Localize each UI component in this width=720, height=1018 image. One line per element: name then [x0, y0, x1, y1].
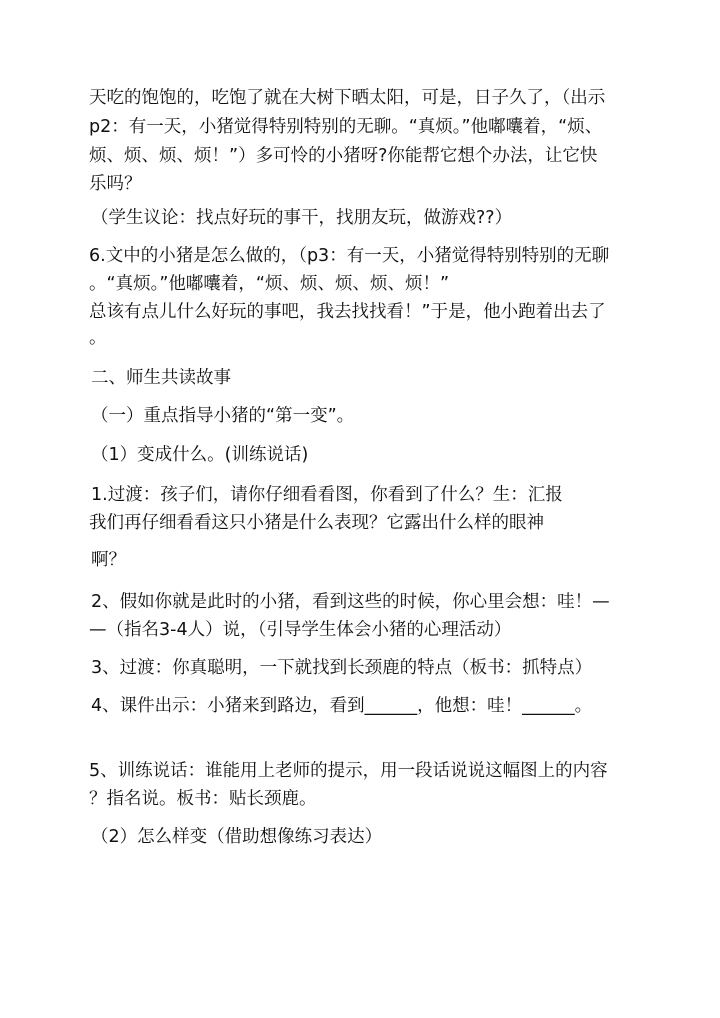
text-line: 我们再仔细看看这只小猪是什么表现？它露出什么样的眼神 — [89, 513, 544, 533]
subsection-heading: （2）怎么样变（借助想像练习表达） — [91, 827, 383, 847]
subsection-heading: （一）重点指导小猪的“第一变”。 — [91, 406, 355, 426]
text-line: 6.文中的小猪是怎么做的，（p3：有一天，小猪觉得特别特别的无聊 — [89, 246, 610, 266]
text-line: 4、课件出示：小猪来到路边，看到______，他想：哇！______。 — [91, 696, 593, 716]
section-heading: 二、师生共读故事 — [91, 368, 231, 388]
text-line: —（指名3-4人）说，（引导学生体会小猪的心理活动） — [89, 620, 512, 640]
text-line: p2：有一天，小猪觉得特别特别的无聊。“真烦。”他嘟囔着，“烦、 — [89, 117, 603, 137]
text-line: 5、训练说话：谁能用上老师的提示，用一段话说说这幅图上的内容 — [89, 761, 608, 781]
text-line: ？指名说。板书：贴长颈鹿。 — [89, 789, 317, 809]
text-line: 总该有点儿什么好玩的事吧，我去找找看！”于是，他小跑着出去了 — [89, 302, 606, 322]
text-line: （学生议论：找点好玩的事干，找朋友玩，做游戏??） — [91, 208, 513, 228]
text-line: 3、过渡：你真聪明，一下就找到长颈鹿的特点（板书：抓特点） — [91, 658, 593, 678]
text-line: 。“真烦。”他嘟囔着，“烦、烦、烦、烦、烦！” — [89, 274, 450, 294]
subsection-heading: （1）变成什么。(训练说话) — [91, 445, 309, 465]
text-line: 乐吗？ — [89, 174, 142, 194]
text-line: 烦、烦、烦、烦！”）多可怜的小猪呀?你能帮它想个办法，让它快 — [89, 146, 598, 166]
text-line: 2、假如你就是此时的小猪，看到这些的时候，你心里会想：哇！— — [91, 592, 610, 612]
text-line: 1.过渡：孩子们，请你仔细看看图，你看到了什么？生：汇报 — [91, 485, 563, 505]
text-line: 。 — [89, 328, 107, 348]
text-line: 天吃的饱饱的，吃饱了就在大树下晒太阳，可是，日子久了，（出示 — [89, 88, 606, 108]
text-line: 啊？ — [91, 550, 126, 570]
